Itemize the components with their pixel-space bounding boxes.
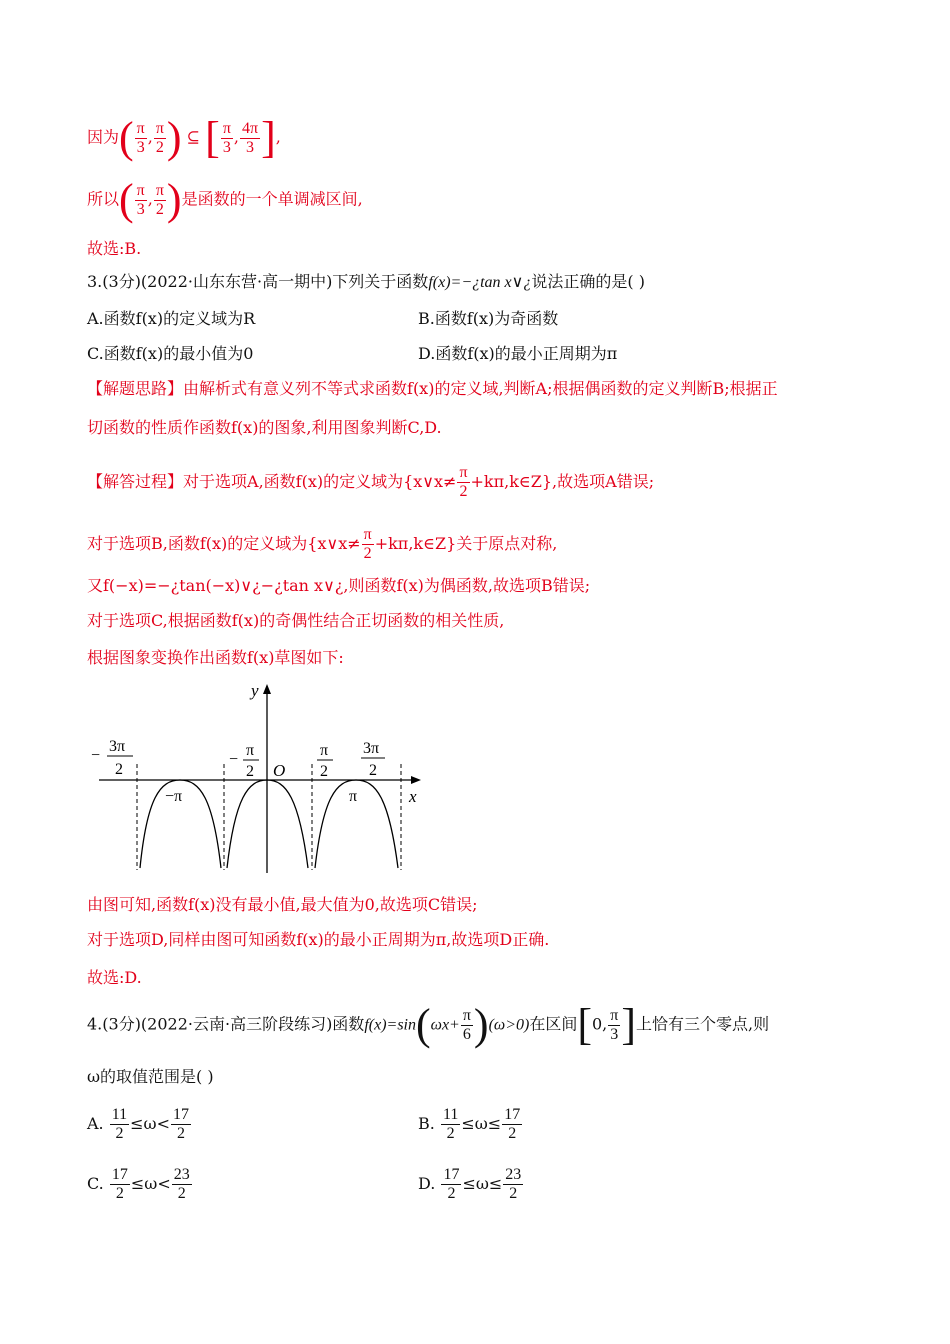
abs-tan-graph bbox=[85, 678, 430, 878]
q4-option-a[interactable]: A. $\frac{11}{2}$ ≤ω< $\frac{17}{2}$ bbox=[87, 1106, 189, 1142]
sol2-answer: 故选:B. bbox=[87, 239, 142, 258]
svg-text:2: 2 bbox=[115, 761, 123, 778]
q3-option-a[interactable]: A.函数f(x)的定义域为R bbox=[87, 309, 256, 328]
q3-proc-c2: 根据图象变换作出函数f(x)草图如下: bbox=[87, 648, 344, 667]
q4-option-b[interactable]: B. $\frac{11}{2}$ ≤ω≤ $\frac{17}{2}$ bbox=[418, 1106, 521, 1142]
q3-think-line1: 【解题思路】由解析式有意义列不等式求函数f(x)的定义域,判断A;根据偶函数的定义判断B;根据正 bbox=[87, 379, 778, 398]
q3-proc-a: 【解答过程】对于选项A,函数f(x)的定义域为{x∨x≠ $\frac{\pi}{2}$ +kπ,k∈Z},故选项A错误; bbox=[87, 464, 655, 500]
q3-stem: 3.(3分)(2022·山东东营·高一期中)下列关于函数f(x)=−¿tan x∨¿说法正确的是( ) bbox=[87, 272, 645, 291]
sol2-line2: 所以( $\frac{\pi}{3}$ , $\frac{\pi}{2}$ )是函数的一个单调减区间, bbox=[87, 175, 363, 224]
neg-pi-tick: −π bbox=[165, 788, 183, 805]
svg-text:2: 2 bbox=[320, 763, 328, 780]
q4-stem-line2: ω的取值范围是( ) bbox=[87, 1067, 214, 1086]
q3-proc-b2: 又f(−x)=−¿tan(−x)∨¿−¿tan x∨¿,则函数f(x)为偶函数,故选项B错误; bbox=[87, 576, 591, 595]
q3-option-d[interactable]: D.函数f(x)的最小正周期为π bbox=[418, 344, 618, 363]
svg-text:3π: 3π bbox=[363, 740, 380, 757]
q3-proc-c1: 对于选项C,根据函数f(x)的奇偶性结合正切函数的相关性质, bbox=[87, 611, 505, 630]
q3-proc-d: 对于选项D,同样由图可知函数f(x)的最小正周期为π,故选项D正确. bbox=[87, 930, 550, 949]
q3-proc-b: 对于选项B,函数f(x)的定义域为{x∨x≠ $\frac{\pi}{2}$ +kπ,k∈Z}关于原点对称, bbox=[87, 526, 558, 562]
svg-text:−: − bbox=[229, 751, 239, 768]
svg-text:2: 2 bbox=[369, 762, 377, 779]
q3-answer: 故选:D. bbox=[87, 968, 142, 987]
svg-text:2: 2 bbox=[246, 763, 254, 780]
proc-tag: 【解答过程】 bbox=[87, 472, 184, 491]
x-label: x bbox=[409, 787, 417, 806]
y-axis-arrow bbox=[263, 684, 271, 694]
q4-option-d[interactable]: D. $\frac{17}{2}$ ≤ω≤ $\frac{23}{2}$ bbox=[418, 1166, 522, 1202]
pi-tick: π bbox=[349, 788, 358, 805]
sol2-line1: 因为( $\frac{\pi}{3}$ , $\frac{\pi}{2}$ ) ⊆ [ $\frac{\pi}{3}$ , $\frac{4\pi}{3}$ ], bbox=[87, 113, 281, 162]
x-axis-arrow bbox=[411, 776, 421, 784]
think-tag: 【解题思路】 bbox=[87, 379, 184, 398]
svg-text:π: π bbox=[320, 742, 329, 759]
q3-think-line2: 切函数的性质作函数f(x)的图象,利用图象判断C,D. bbox=[87, 418, 442, 437]
svg-text:3π: 3π bbox=[109, 738, 126, 755]
q3-option-c[interactable]: C.函数f(x)的最小值为0 bbox=[87, 344, 254, 363]
svg-text:−: − bbox=[91, 747, 101, 764]
q3-option-b[interactable]: B.函数f(x)为奇函数 bbox=[418, 309, 559, 328]
q4-option-c[interactable]: C. $\frac{17}{2}$ ≤ω< $\frac{23}{2}$ bbox=[87, 1166, 190, 1202]
q3-proc-c3: 由图可知,函数f(x)没有最小值,最大值为0,故选项C错误; bbox=[87, 895, 478, 914]
y-label: y bbox=[251, 681, 259, 700]
svg-text:π: π bbox=[246, 742, 255, 759]
origin-label: O bbox=[273, 761, 286, 780]
sol2-because: 因为 bbox=[87, 127, 120, 147]
q4-stem-line1: 4.(3分)(2022·云南·高三阶段练习)函数f(x)=sin(ωx+ $\frac{\pi}{6}$ )(ω>0)在区间[0, $\frac{\pi}{3}$ ]上恰有三个零点,则 bbox=[87, 1000, 770, 1049]
